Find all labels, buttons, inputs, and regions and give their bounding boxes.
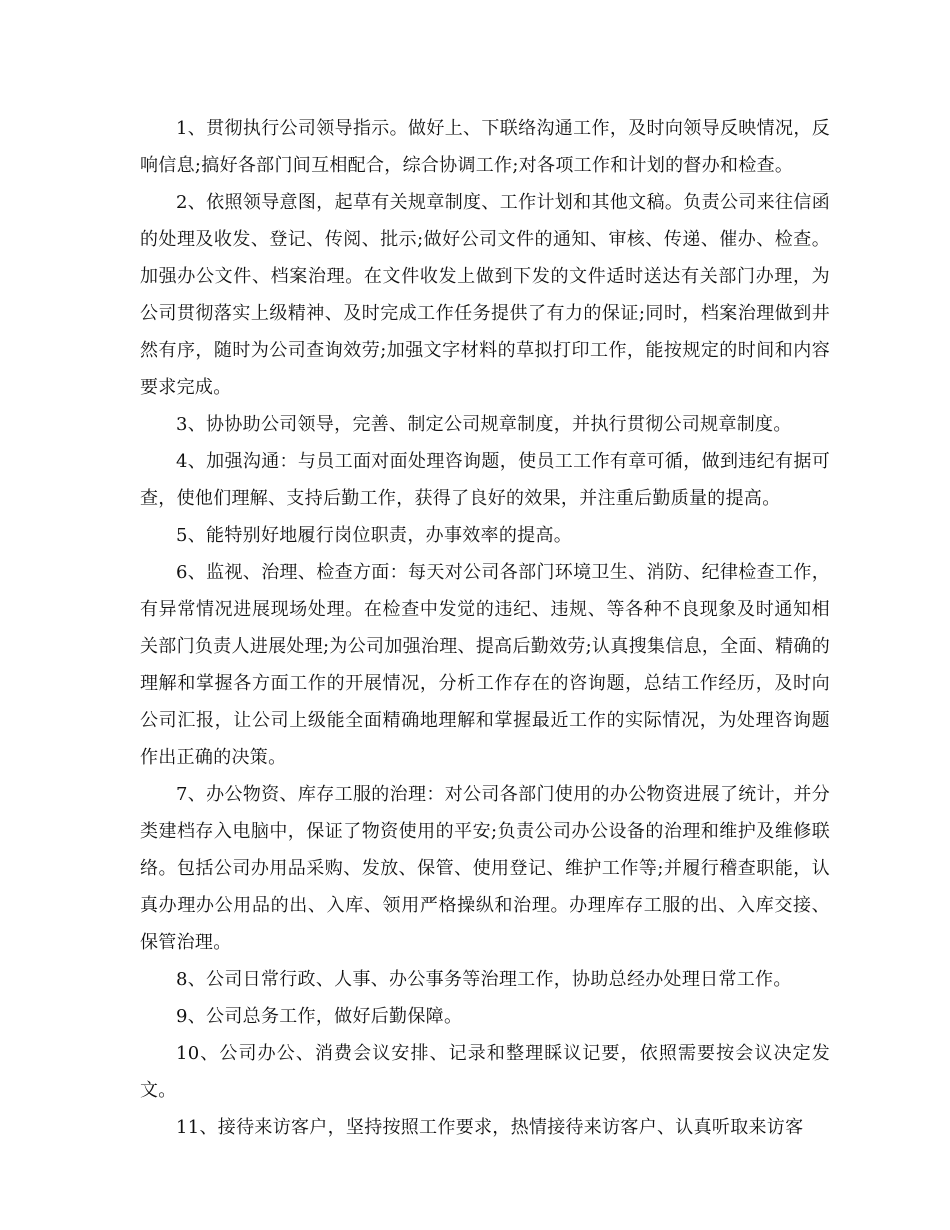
paragraph-7: 7、办公物资、库存工服的治理：对公司各部门使用的办公物资进展了统计，并分类建档存入电脑中，保证了物资使用的平安;负责公司办公设备的治理和维护及维修联络。包括公司办用品采购、发放、保管、使用登记、维护工作等;并履行稽查职能，认真办理办公用品的出、入库、领用严格操纵和治理。办理库存工服的出、入库交接、保管治理。 bbox=[140, 784, 830, 953]
paragraph-10: 10、公司办公、消费会议安排、记录和整理睬议记要，依照需要按会议决定发文。 bbox=[140, 1043, 830, 1101]
paragraph-5: 5、能特别好地履行岗位职责，办事效率的提高。 bbox=[176, 525, 573, 546]
paragraph-6: 6、监视、治理、检查方面：每天对公司各部门环境卫生、消防、纪律检查工作，有异常情况进展现场处理。在检查中发觉的违纪、违规、等各种不良现象及时通知相关部门负责人进展处理;为公司加强治理、提高后勤效劳;认真搜集信息，全面、精确的理解和掌握各方面工作的开展情况，分析工作存在的咨询题，总结工作经历，及时向公司汇报，让公司上级能全面精确地理解和掌握最近工作的实际情况，为处理咨询题作出正确的决策。 bbox=[140, 562, 830, 768]
paragraph-9: 9、公司总务工作，做好后勤保障。 bbox=[176, 1006, 463, 1027]
paragraph-11: 11、接待来访客户，坚持按照工作要求，热情接待来访客户、认真听取来访客 bbox=[176, 1117, 804, 1138]
paragraph-8: 8、公司日常行政、人事、办公事务等治理工作，协助总经办处理日常工作。 bbox=[176, 969, 792, 990]
paragraph-2: 2、依照领导意图，起草有关规章制度、工作计划和其他文稿。负责公司来往信函的处理及收发、登记、传阅、批示;做好公司文件的通知、审核、传递、催办、检查。加强办公文件、档案治理。在文件收发上做到下发的文件适时送达有关部门办理，为公司贯彻落实上级精神、及时完成工作任务提供了有力的保证;同时，档案治理做到井然有序，随时为公司查询效劳;加强文字材料的草拟打印工作，能按规定的时间和内容要求完成。 bbox=[140, 192, 830, 398]
paragraph-1: 1、贯彻执行公司领导指示。做好上、下联络沟通工作，及时向领导反映情况，反响信息;搞好各部门间互相配合，综合协调工作;对各项工作和计划的督办和检查。 bbox=[140, 118, 830, 176]
document-body bbox=[140, 110, 830, 1146]
paragraph-3: 3、协协助公司领导，完善、制定公司规章制度，并执行贯彻公司规章制度。 bbox=[176, 414, 792, 435]
paragraph-4: 4、加强沟通：与员工面对面处理咨询题，使员工工作有章可循，做到违纪有据可查，使他们理解、支持后勤工作，获得了良好的效果，并注重后勤质量的提高。 bbox=[140, 451, 830, 509]
